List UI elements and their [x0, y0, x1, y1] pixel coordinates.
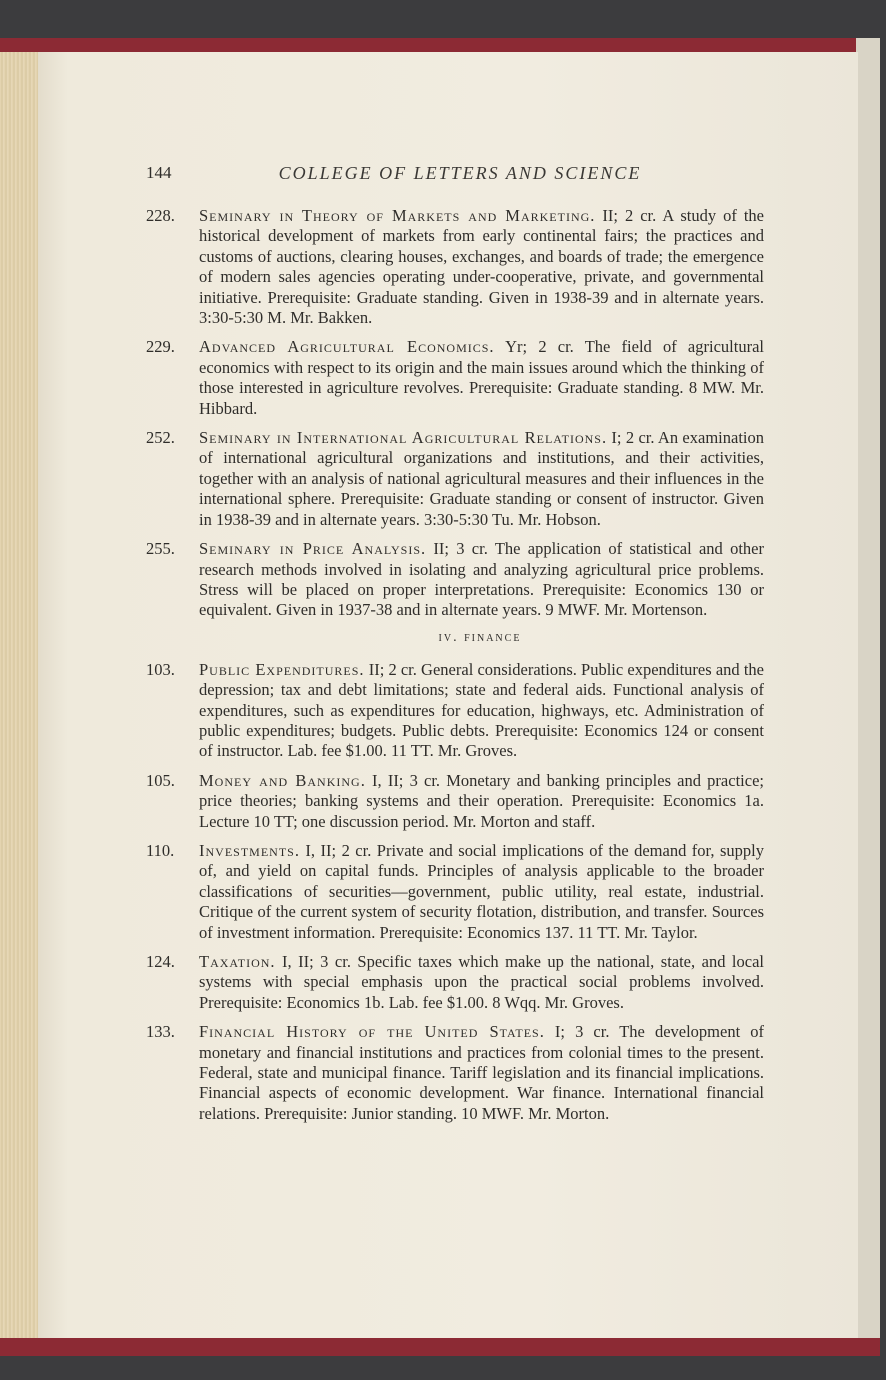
course-title: Money and Banking.	[199, 770, 366, 790]
course-title: Public Expenditures.	[199, 659, 365, 679]
course-title: Financial History of the United States.	[199, 1022, 545, 1042]
course-entry-255	[146, 539, 764, 621]
course-list	[146, 206, 764, 1133]
course-entry-252	[146, 428, 764, 530]
course-number: 103.	[146, 659, 175, 679]
page-number: 144	[146, 163, 172, 182]
course-entry-110	[146, 841, 764, 943]
course-description: I, II; 2 cr. Private and social implications of the demand for, supply of, and yield on capital funds. Principles of analysis applicable to the broader classifications of securities—government, public utility, real estate, industrial. Critique of the current system of security flotation, distribution, and transfer. Sources of investment information. Prerequisite: Economics 137. 11 TT. Mr. Taylor.	[199, 840, 764, 942]
course-title: Seminary in International Agricultural Relations.	[199, 428, 608, 448]
course-description: I; 3 cr. The development of monetary and financial institutions and practices from colonial times to the present. Federal, state and municipal finance. Tariff legislation and its financial implications. Financial aspects of economic development. War finance. International financial relations. Prerequisite: Junior standing. 10 MWF. Mr. Morton.	[199, 1022, 764, 1123]
course-number: 228.	[146, 206, 175, 225]
course-description: II; 2 cr. General considerations. Public expenditures and the depression; tax and debt limitations; state and federal aids. Functional analysis of expenditures, such as expenditures for education, highways, etc. Administration of public expenditures; budgets. Public debts. Prerequisite: Economics 124 or consent of instructor. Lab. fee $1.00. 11 TT. Mr. Groves.	[199, 659, 764, 761]
course-description: I, II; 3 cr. Specific taxes which make up the national, state, and local systems with special emphasis upon the practical social problems involved. Prerequisite: Economics 1b. Lab. fee $1.00. 8 Wqq. Mr. Groves.	[199, 952, 764, 1012]
course-description: I, II; 3 cr. Monetary and banking principles and practice; price theories; banking systems and their operation. Prerequisite: Economics 1a. Lecture 10 TT; one discussion period. Mr. Morton and staff.	[199, 770, 764, 831]
course-title: Seminary in Theory of Markets and Marketing.	[199, 206, 596, 225]
course-entry-228	[146, 206, 764, 328]
course-description: I; 2 cr. An examination of international agricultural organizations and institutions, and their activities, together with an analysis of national agricultural measures and their influences in the international sphere. Prerequisite: Graduate standing or consent of instructor. Given in 1938-39 and in alternate years. 3:30-5:30 Tu. Mr. Hobson.	[199, 428, 764, 529]
course-title: Seminary in Price Analysis.	[199, 539, 427, 559]
course-title: Investments.	[199, 840, 300, 860]
course-number: 110.	[146, 840, 175, 860]
course-number: 133.	[146, 1022, 175, 1042]
course-title: Taxation.	[199, 952, 276, 971]
course-description: II; 2 cr. A study of the historical development of markets from early continental fairs; the practices and customs of auctions, clearing houses, exchanges, and boards of trade; the emergence of modern sales agencies operating under-cooperative, private, and governmental initiative. Prerequisite: Graduate standing. Given in 1938-39 and in alternate years. 3:30-5:30 M. Mr. Bakken.	[199, 206, 764, 328]
section-heading: iv. finance	[438, 629, 522, 645]
course-description: II; 3 cr. The application of statistical and other research methods involved in isolating and analyzing agricultural price problems. Stress will be placed on proper interpretations. Prerequisite: Economics 130 or equivalent. Given in 1937-38 and in alternate years. 9 MWF. Mr. Mortenson.	[199, 539, 764, 620]
course-entry-124	[146, 952, 764, 1013]
course-number: 105.	[146, 770, 175, 790]
course-entry-229	[146, 337, 764, 419]
running-head: COLLEGE OF LETTERS AND SCIENCE	[278, 163, 642, 183]
course-entry-133	[146, 1022, 764, 1124]
course-description: Yr; 2 cr. The field of agricultural economics with respect to its origin and the main issues around which the thinking of those interested in agriculture revolves. Prerequisite: Graduate standing. 8 MW. Mr. Hibbard.	[199, 337, 764, 418]
course-entry-105	[146, 771, 764, 832]
course-number: 229.	[146, 337, 175, 357]
course-title: Advanced Agricultural Economics.	[199, 337, 495, 357]
course-number: 252.	[146, 428, 175, 448]
course-number: 255.	[146, 539, 175, 559]
course-number: 124.	[146, 952, 175, 971]
course-entry-103	[146, 660, 764, 762]
